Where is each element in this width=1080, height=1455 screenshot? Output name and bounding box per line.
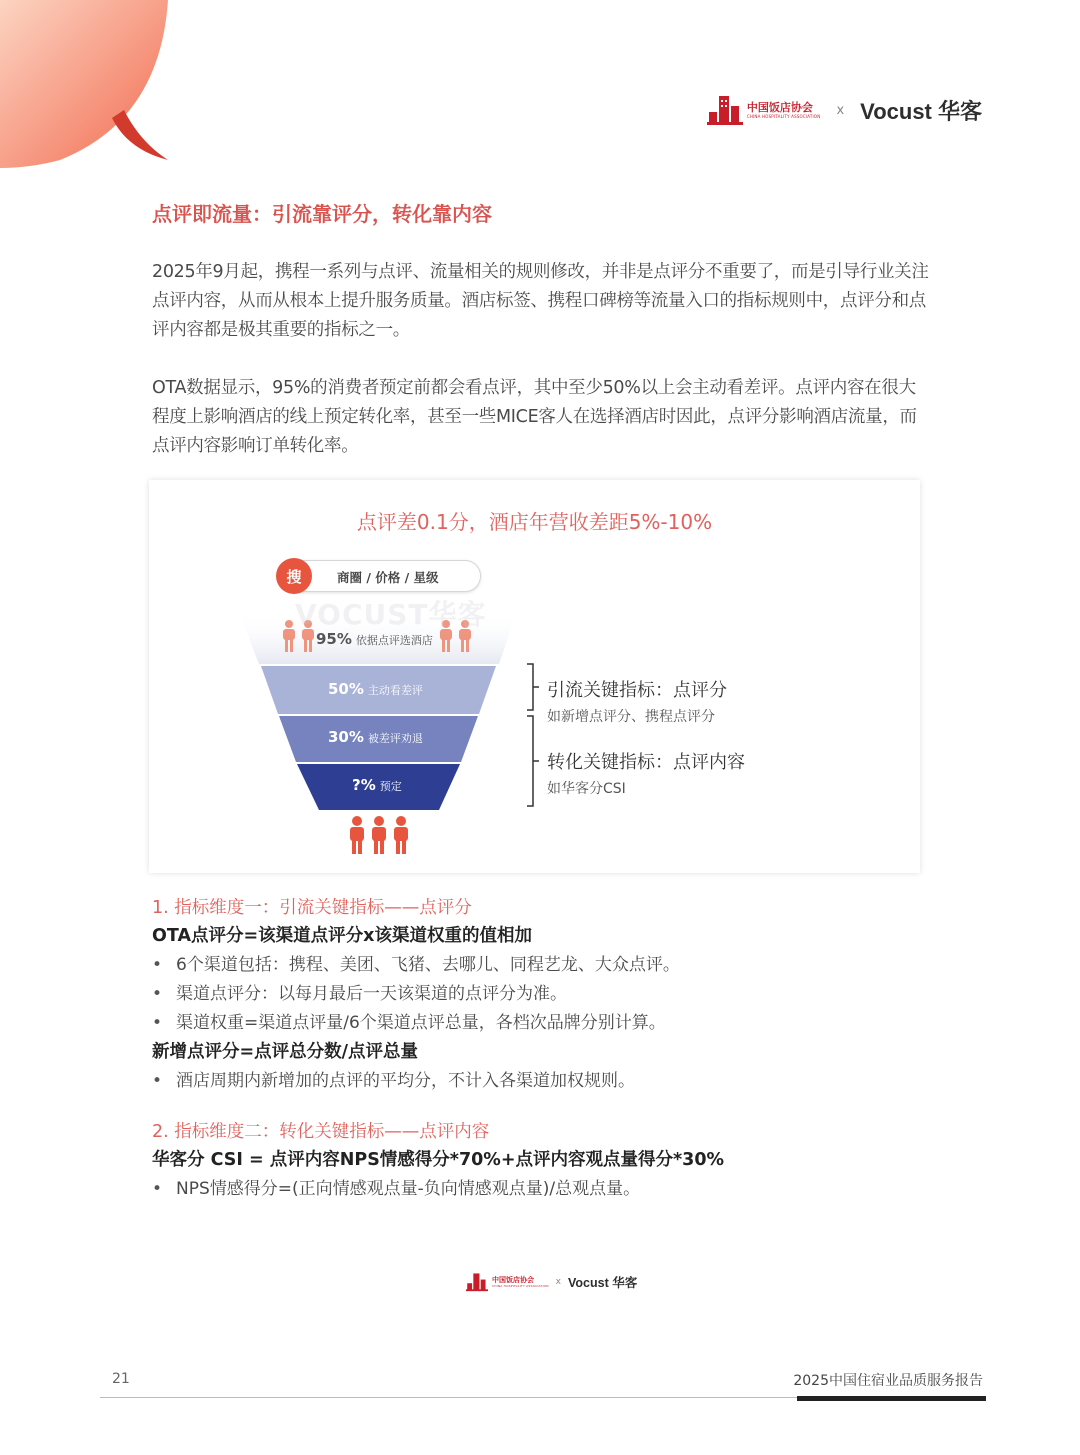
header-logos — [707, 94, 982, 126]
funnel-text: 主动看差评 — [367, 684, 423, 697]
vocust-logo: Vocust 华客 — [860, 98, 982, 124]
footer-accent-bar — [797, 1396, 986, 1401]
infographic-title: 点评差0.1分，酒店年营收差距5%-10% — [356, 510, 713, 534]
footer-logos — [466, 1272, 637, 1292]
kpi-brackets — [527, 664, 539, 806]
list-item: • 渠道点评分：以每月最后一天该渠道的点评分为准。 — [152, 980, 952, 1009]
funnel-text: 预定 — [379, 780, 402, 793]
list-item: • 酒店周期内新增加的点评的平均分，不计入各渠道加权规则。 — [152, 1067, 952, 1096]
dimension-1-formula-1: OTA点评分=该渠道点评分x该渠道权重的值相加 — [152, 926, 532, 946]
dimension-1-formula-2: 新增点评分=点评总分数/点评总量 — [152, 1042, 419, 1062]
funnel-label-2 — [328, 680, 423, 698]
section-title: 点评即流量：引流靠评分，转化靠内容 — [152, 202, 492, 226]
dimension-1-title: 1. 指标维度一：引流关键指标——点评分 — [152, 898, 472, 918]
funnel-infographic — [149, 480, 920, 873]
footer-logo-separator: x — [555, 1277, 561, 1287]
funnel-label-4 — [352, 776, 402, 794]
funnel-label-1 — [316, 630, 433, 648]
funnel-graphic — [149, 480, 920, 873]
dimension-1-bullets-2 — [152, 1067, 952, 1096]
cha-logo-cn: 中国饭店协会 — [746, 100, 813, 114]
footer-vocust-logo: Vocust 华客 — [568, 1276, 638, 1290]
cha-logo — [707, 94, 821, 126]
list-item: • 渠道权重=渠道点评量/6个渠道点评总量，各档次品牌分别计算。 — [152, 1009, 952, 1038]
funnel-text: 依据点评选酒店 — [355, 634, 433, 647]
dimension-1-bullets-1 — [152, 951, 952, 1038]
kpi-traffic-title: 引流关键指标：点评分 — [547, 680, 727, 701]
funnel-pct: 30% — [328, 728, 364, 746]
paragraph-1: 2025年9月起，携程一系列与点评、流量相关的规则修改，并非是点评分不重要了，而是引导行业关注点评内容，从而从根本上提升服务质量。酒店标签、携程口碑榜等流量入口的指标规则中，点评分和点评内容都是极其重要的指标之一。 — [152, 262, 929, 340]
logo-separator: x — [836, 102, 845, 118]
footer-cha-logo — [466, 1272, 549, 1292]
dimension-2-title: 2. 指标维度二：转化关键指标——点评内容 — [152, 1122, 490, 1142]
funnel-label-3 — [328, 728, 423, 746]
funnel-pct: 95% — [316, 630, 352, 648]
page-number: 21 — [112, 1371, 130, 1387]
cha-building-icon — [707, 94, 743, 126]
kpi-conversion-sub: 如华客分CSI — [547, 781, 626, 797]
funnel-pct: 50% — [328, 680, 364, 698]
search-badge: 搜 — [276, 558, 312, 594]
list-item: • 6个渠道包括：携程、美团、飞猪、去哪儿、同程艺龙、大众点评。 — [152, 951, 952, 980]
list-item: • NPS情感得分=(正向情感观点量-负向情感观点量)/总观点量。 — [152, 1175, 952, 1204]
search-criteria-label: 商圈 / 价格 / 星级 — [337, 570, 439, 585]
kpi-traffic-sub: 如新增点评分、携程点评分 — [547, 709, 715, 725]
watermark: VOCUST华客 — [295, 598, 487, 631]
bottom-people-icon — [350, 816, 408, 854]
funnel-text: 被差评劝退 — [367, 732, 423, 745]
report-title: 2025中国住宿业品质服务报告 — [793, 1373, 983, 1389]
search-bar — [279, 560, 481, 592]
footer-cha-building-icon — [466, 1272, 488, 1292]
kpi-conversion-title: 转化关键指标：点评内容 — [547, 752, 745, 773]
dimension-2-formula: 华客分 CSI = 点评内容NPS情感得分*70%+点评内容观点量得分*30% — [152, 1150, 725, 1170]
footer-cha-logo-en: CHINA HOSPITALITY ASSOCIATION — [492, 1284, 549, 1288]
footer-cha-logo-cn: 中国饭店协会 — [492, 1275, 534, 1284]
indicator-section — [152, 894, 952, 1204]
corner-decoration — [0, 0, 175, 175]
dimension-2-bullets — [152, 1175, 952, 1204]
funnel-pct: ?% — [352, 776, 376, 794]
cha-logo-en: CHINA HOSPITALITY ASSOCIATION — [746, 113, 821, 119]
paragraph-2: OTA数据显示，95%的消费者预定前都会看点评，其中至少50%以上会主动看差评。点评内容在很大程度上影响酒店的线上预定转化率，甚至一些MICE客人在选择酒店时因此，点评分影响酒店流量，而点评内容影响订单转化率。 — [152, 378, 917, 456]
